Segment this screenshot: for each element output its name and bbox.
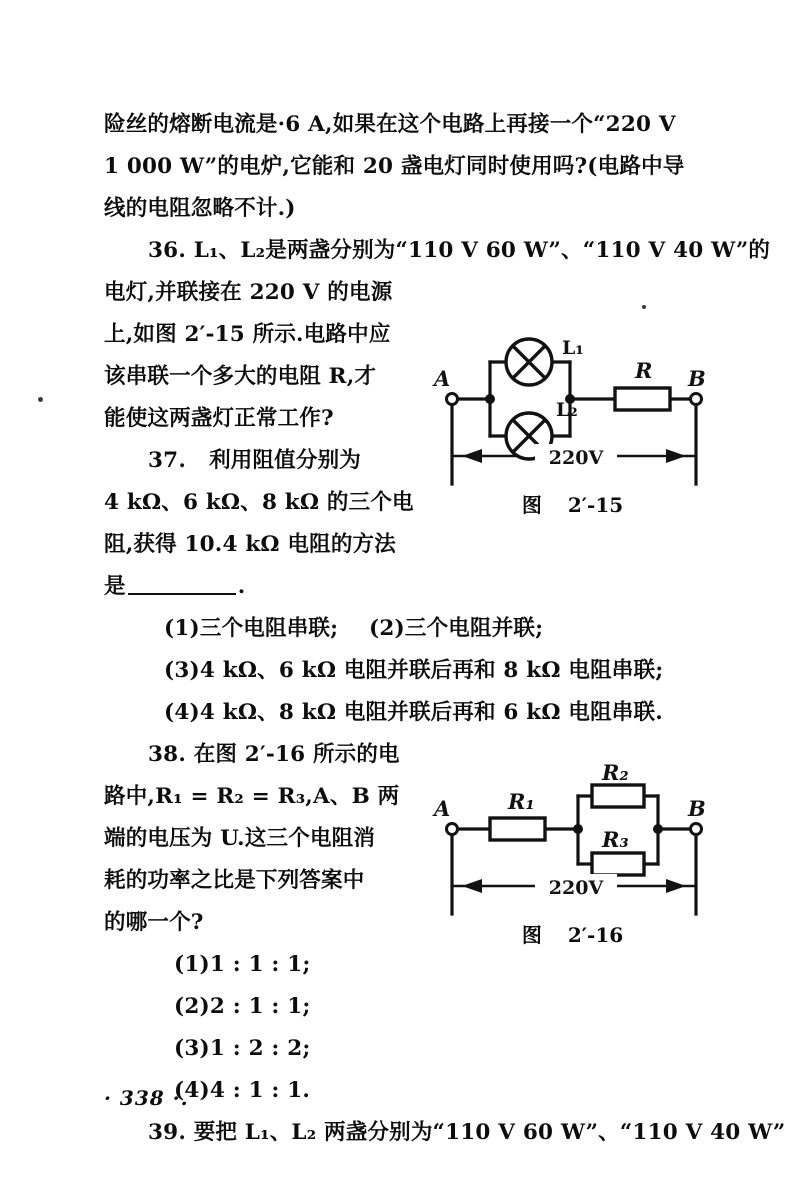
- problem-38-line-1: 在图 2′-16 所示的电: [193, 742, 400, 767]
- figure-caption-prefix: 图: [521, 493, 542, 517]
- problem-38-line: 端的电压为 U.这三个电阻消: [104, 826, 376, 851]
- figure-caption-prefix-2: 图: [521, 923, 542, 947]
- problem-39-line: [104, 1112, 786, 1154]
- problem-36-line: 上,如图 2′-15 所示.电路中应: [104, 322, 391, 347]
- problem-38-option-1: (1)1 : 1 : 1;: [174, 952, 311, 977]
- fill-in-blank[interactable]: [128, 593, 236, 595]
- terminal-A-node: [447, 394, 458, 405]
- label-terminal-B-2: B: [688, 796, 706, 821]
- lamp-L1: [506, 339, 552, 385]
- circuit-svg-2p16: [430, 760, 715, 924]
- paragraph-line: 1 000 W”的电炉,它能和 20 盏电灯同时使用吗?(电路中导: [104, 154, 685, 179]
- label-R2: R₂: [602, 760, 629, 785]
- junction-dot-right-2: [653, 824, 663, 834]
- label-voltage-220v: 220V: [548, 447, 604, 469]
- problem-37-number: 37.: [148, 448, 187, 473]
- terminal-B-node: [691, 394, 702, 405]
- label-L1: L₁: [562, 337, 584, 359]
- junction-dot-left-2: [573, 824, 583, 834]
- problem-36-number: 36.: [148, 238, 187, 263]
- problem-37-option-4: (4)4 kΩ、8 kΩ 电阻并联后再和 6 kΩ 电阻串联.: [164, 700, 663, 725]
- terminal-A-node-2: [447, 824, 458, 835]
- problem-38-first-line: [104, 734, 478, 776]
- label-terminal-A: A: [434, 366, 451, 391]
- problem-36-line: 能使这两盏灯正常工作?: [104, 406, 334, 431]
- resistor-R2-body: [592, 785, 644, 807]
- problem-36-line: 电灯,并联接在 220 V 的电源: [104, 280, 393, 305]
- resistor-R-body: [615, 388, 670, 410]
- problem-37-option-1: (1)三个电阻串联;: [164, 616, 339, 641]
- problem-36-line: 该串联一个多大的电阻 R,才: [104, 364, 377, 389]
- problem-37-answer-blank-line: [104, 566, 434, 608]
- circuit-diagram-2p16: [430, 760, 715, 964]
- junction-dot-left: [485, 394, 495, 404]
- problem-36-first-line: [104, 230, 771, 272]
- paragraph-line: 线的电阻忽略不计.): [104, 196, 296, 221]
- problem-37-line: 4 kΩ、6 kΩ、8 kΩ 的三个电: [104, 490, 414, 515]
- circuit-diagram-2p15: [430, 337, 715, 534]
- problem-38-line: 耗的功率之比是下列答案中: [104, 868, 365, 893]
- problem-39-number: 39.: [148, 1120, 187, 1145]
- problem-37-option-2: (2)三个电阻并联;: [369, 616, 544, 641]
- resistor-R1-body: [490, 818, 545, 840]
- resistor-R3-body: [592, 853, 644, 875]
- problem-38-option-4: (4)4 : 1 : 1.: [174, 1078, 311, 1103]
- figure-caption-number: 2′-15: [567, 493, 624, 517]
- problem-38-line: 路中,R₁ = R₂ = R₃,A、B 两: [104, 784, 400, 809]
- label-terminal-B: B: [688, 366, 706, 391]
- label-R3: R₃: [602, 827, 629, 852]
- page-text-column: [104, 104, 786, 1154]
- problem-37-options-row-1: [104, 608, 704, 650]
- voltage-arrow-left: [462, 449, 482, 463]
- voltage-arrow-left-2: [462, 879, 482, 893]
- problem-37-blank-period: .: [237, 574, 246, 599]
- voltage-arrow-right: [666, 449, 686, 463]
- problem-37-first-line: [104, 440, 478, 482]
- label-R: R: [635, 358, 653, 383]
- voltage-arrow-right-2: [666, 879, 686, 893]
- circuit-svg-2p15: [430, 337, 715, 494]
- problem-38-option-2: (2)2 : 1 : 1;: [174, 994, 311, 1019]
- problem-37-option-3: (3)4 kΩ、6 kΩ 电阻并联后再和 8 kΩ 电阻串联;: [164, 658, 664, 683]
- label-voltage-220v-2: 220V: [548, 877, 604, 899]
- problem-39-text: 要把 L₁、L₂ 两盏分别为“110 V 60 W”、“110 V 40 W”: [193, 1120, 786, 1145]
- paragraph-line: 险丝的熔断电流是·6 A,如果在这个电路上再接一个“220 V: [104, 112, 676, 137]
- problem-37-line-1: 利用阻值分别为: [209, 448, 361, 473]
- problem-37-line: 阻,获得 10.4 kΩ 电阻的方法: [104, 532, 396, 557]
- label-terminal-A-2: A: [434, 796, 451, 821]
- problem-38-number: 38.: [148, 742, 187, 767]
- problem-36-line-1: L₁、L₂是两盏分别为“110 V 60 W”、“110 V 40 W”的: [193, 238, 771, 263]
- problem-38-option-3: (3)1 : 2 : 2;: [174, 1036, 311, 1061]
- scan-speck: [38, 397, 43, 402]
- figure-caption-2p15: [430, 489, 715, 518]
- figure-caption-number-2: 2′-16: [567, 923, 624, 947]
- problem-38-line: 的哪一个?: [104, 910, 204, 935]
- terminal-B-node-2: [691, 824, 702, 835]
- label-L2: L₂: [556, 399, 578, 421]
- figure-caption-2p16: [430, 919, 715, 948]
- problem-37-line-4: 是: [104, 574, 126, 599]
- scan-speck: [642, 305, 646, 309]
- label-R1: R₁: [508, 789, 535, 814]
- page-number: · 338 ·.: [104, 1086, 189, 1110]
